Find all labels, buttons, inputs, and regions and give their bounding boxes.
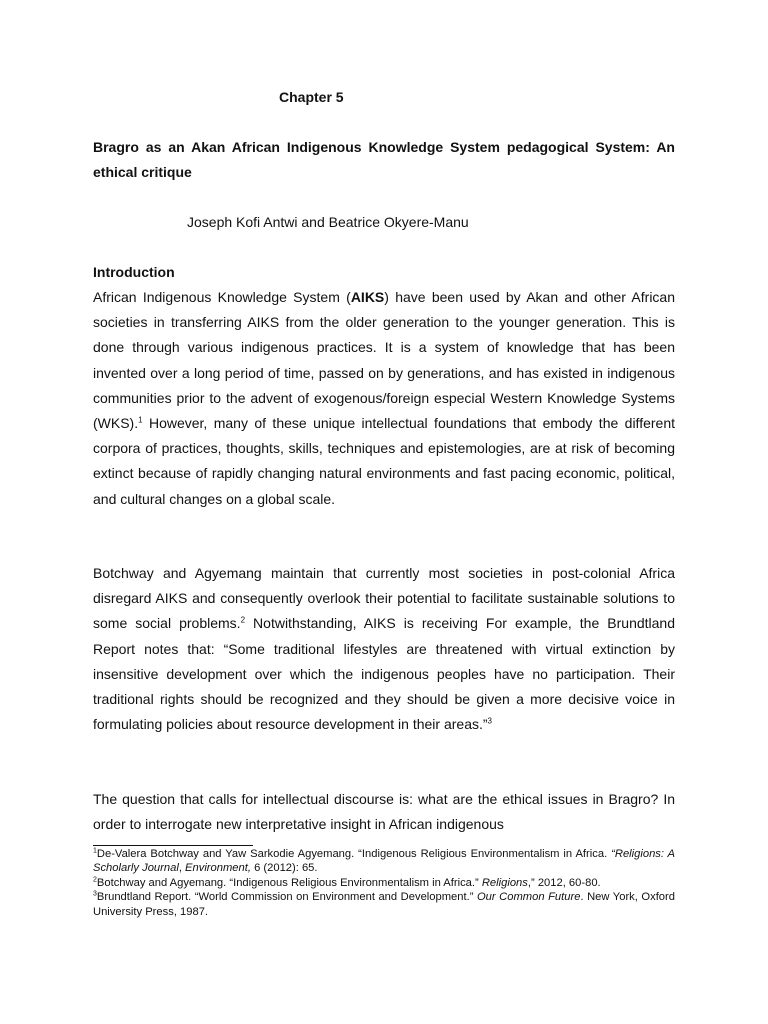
footnote-2 [93, 876, 675, 890]
p1-text-a: African Indigenous Knowledge System ( [93, 289, 351, 305]
chapter-label: Chapter 5 [279, 89, 344, 105]
footnote-1-text-c: , [178, 862, 186, 875]
chapter-title: Bragro as an Akan African Indigenous Knowledge System pedagogical System: An ethical critique [93, 139, 675, 180]
p1-text-c: ) have been used by Akan and other African societies in transferring AIKS from the older generation to the younger generation. This is done through various indigenous practices. It is a system of knowledge that has been invented over a long period of time, passed on by generations, and has existed in indigenous communities prior to the advent of exogenous/foreign especial Western Knowledge Systems (WKS). [93, 289, 676, 432]
footnote-2-journal: Religions [481, 876, 528, 889]
author-line: Joseph Kofi Antwi and Beatrice Okyere-Manu [187, 214, 469, 230]
section-heading: Introduction [93, 264, 175, 280]
footnote-3-number: 3 [93, 890, 97, 898]
footnote-3-text-a: Brundtland Report. “World Commission on Environment and Development.” [96, 891, 477, 904]
paragraph-intro [93, 285, 675, 512]
footnote-ref-3[interactable]: 3 [487, 716, 492, 726]
footnotes [93, 847, 675, 919]
p2-text-a: Botchway and Agyemang maintain that currently most societies in post-colonial Africa disregard AIKS and consequently overlook their potential to facilitate sustainable solutions to some social problems. [93, 565, 675, 632]
paragraph-botchway [93, 561, 675, 737]
p2-text-b: Notwithstanding, AIKS is receiving For example, the Brundtland Report notes that: “Some traditional lifestyles are threatened with virtual extinction by insensitive development over which the indigenous peoples have no participation. Their traditional rights should be recognized and they should be given a more decisive voice in formulating policies about resource development in their areas.” [93, 615, 676, 733]
footnote-2-text-a: Botchway and Agyemang. “Indigenous Religious Environmentalism in Africa.” [96, 876, 482, 889]
footnote-3 [93, 890, 675, 919]
footnote-1-text-a: De-Valera Botchway and Yaw Sarkodie Agyemang. “Indigenous Religious Environmentalism in Africa. [96, 848, 612, 860]
footnote-1 [93, 847, 675, 876]
footnote-ref-2[interactable]: 2 [240, 615, 246, 625]
p1-text-d: However, many of these unique intellectual foundations that embody the different corpora of practices, thoughts, skills, techniques and epistemologies, are at risk of becoming extinct because of rapidly changing natural environments and fast pacing economic, political, and cultural changes on a global scale. [93, 415, 675, 507]
footnote-3-text-c: . New York, Oxford University Press, 1987. [93, 891, 675, 918]
footnote-1-section: Environment, [185, 862, 251, 875]
p1-bold-aiks: AIKS [350, 289, 385, 305]
footnote-divider [93, 845, 253, 846]
footnote-2-number: 2 [93, 876, 97, 884]
footnote-1-number: 1 [93, 847, 97, 855]
footnote-1-text-e: 6 (2012): 65. [250, 862, 318, 875]
footnote-ref-1[interactable]: 1 [138, 415, 143, 425]
footnote-1-journal: “Religions: A Scholarly Journal [93, 848, 675, 875]
footnote-2-text-c: ,” 2012, 60-80. [527, 876, 601, 889]
footnote-3-book: Our Common Future [476, 891, 581, 904]
paragraph-question: The question that calls for intellectual discourse is: what are the ethical issues in Bragro? In order to interrogate new interpretative insight in African indigenous [93, 791, 675, 833]
